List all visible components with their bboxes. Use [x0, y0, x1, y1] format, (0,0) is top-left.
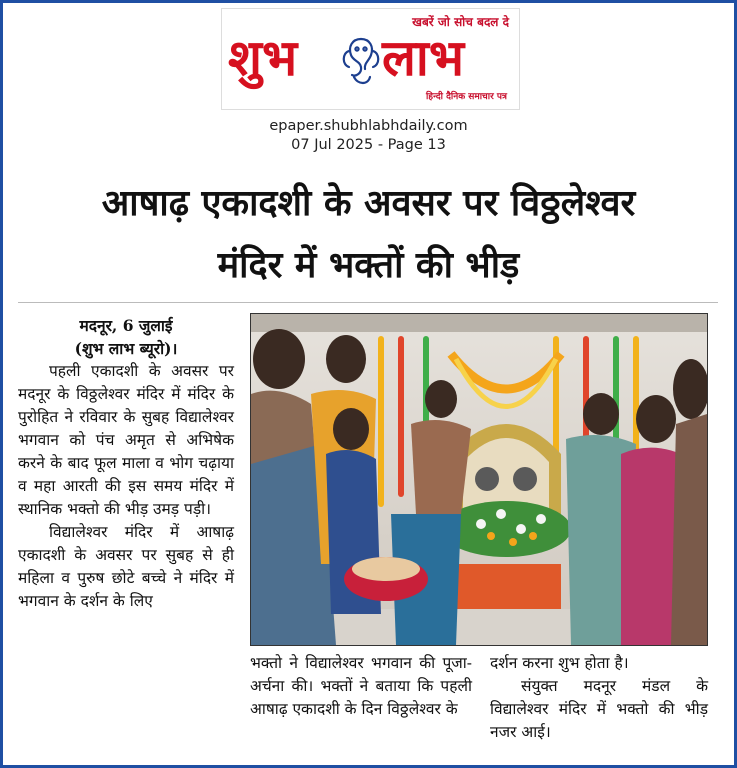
masthead-subtag: हिन्दी दैनिक समाचार पत्र: [425, 92, 507, 102]
dateline-place-date: मदनूर, 6 जुलाई: [79, 316, 173, 335]
logo-word-shubh: शुभ: [228, 29, 298, 87]
photo-illustration: [251, 314, 707, 645]
edition-url[interactable]: epaper.shubhlabhdaily.com: [269, 118, 468, 134]
article-paragraph: दर्शन करना शुभ होता है।: [490, 654, 629, 672]
article-paragraph: पहली एकादशी के अवसर पर मदनूर के विठ्ठलेश्वर मंदिर में मंदिर के पुरोहित ने रविवार के सुबह विद्यालेश्वर भगवान को पंच अमृत से अभिषेक करने के बाद फूल माला व भोग चढ़ाया व महा आरती की इस समय मंदिर में स्थानिक भक्तो की भीड़ उमड़ पड़ी।: [18, 362, 234, 518]
headline-line-2: मंदिर में भक्तों की भीड़: [217, 245, 520, 286]
dateline-bureau: (शुभ लाभ ब्यूरो)।: [74, 339, 178, 358]
masthead-tagline: खबरें जो सोच बदल दे: [412, 15, 509, 29]
headline-line-1: आषाढ़ एकादशी के अवसर पर विठ्ठलेश्वर: [101, 183, 636, 224]
masthead: [221, 8, 520, 110]
article-paragraph: विद्यालेश्वर मंदिर में आषाढ़ एकादशी के अवसर पर सुबह से ही महिला व पुरुष छोटे बच्चे ने मंदिर में भगवान के दर्शन के लिए: [18, 523, 234, 610]
ganesha-emblem-icon: [338, 33, 384, 89]
article-column-2: [250, 652, 472, 721]
headline-divider: [18, 302, 718, 303]
logo-word-labh: लाभ: [382, 29, 464, 87]
article-column-3: [490, 652, 708, 744]
article-paragraph: भक्तो ने विद्यालेश्वर भगवान की पूजा-अर्चना की। भक्तों ने बताया कि पहली आषाढ़ एकादशी के दिन विठ्ठलेश्वर के: [250, 654, 472, 718]
temple-devotees-photo: [250, 313, 708, 646]
edition-date-page: 07 Jul 2025 - Page 13: [291, 137, 446, 153]
article-column-1: [18, 314, 234, 613]
article-paragraph: संयुक्त मदनूर मंडल के विद्यालेश्वर मंदिर में भक्तो की भीड़ नजर आई।: [490, 677, 708, 741]
